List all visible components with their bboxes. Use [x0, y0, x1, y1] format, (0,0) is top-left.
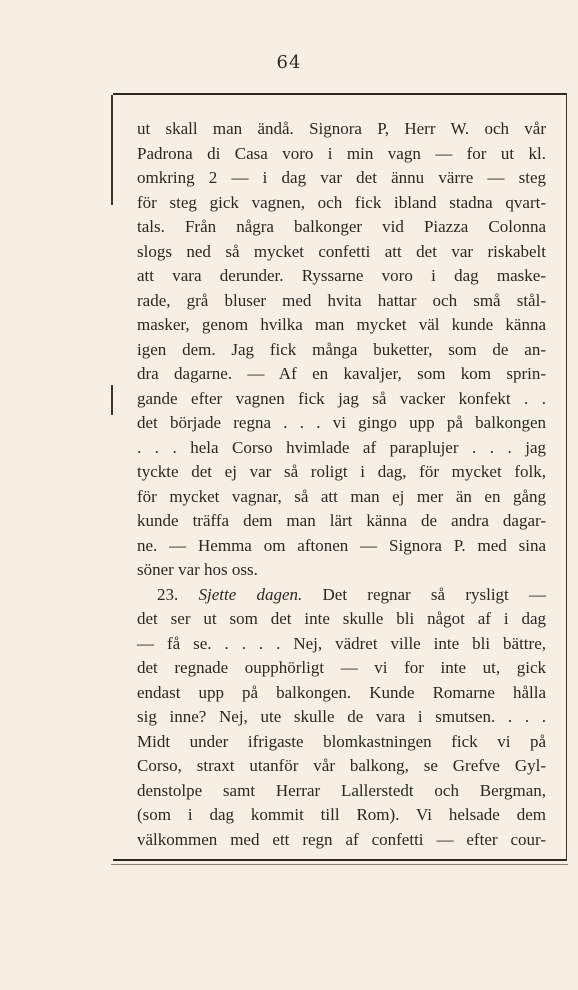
text-line: det regnade oupphörligt — vi for inte ut, gick: [137, 658, 546, 677]
body-text: [137, 117, 546, 852]
frame-left-edge-mark: [111, 385, 113, 415]
text-line: ne. — Hemma om aftonen — Signora P. med sina: [137, 535, 546, 555]
frame-left-edge: [111, 95, 113, 205]
text-line: rade, grå bluser med hvita hattar och små stål-: [137, 290, 546, 310]
frame-bottom-rule: [111, 864, 568, 865]
text-line: sig inne? Nej, ute skulle de vara i smutsen. . . .: [137, 707, 546, 726]
text-line: kunde träffa dem man lärt känna de andra dagar-: [137, 511, 546, 530]
text-line: Padrona di Casa voro i min vagn — for ut kl.: [137, 143, 546, 163]
section-title: Sjette dagen.: [198, 584, 303, 604]
section-heading-line: [137, 583, 546, 608]
text-line: endast upp på balkongen. Kunde Romarne hålla: [137, 682, 546, 702]
text-line: masker, genom hvilka man mycket väl kunde känna: [137, 315, 546, 334]
text-line: det började regna . . . vi gingo upp på balkongen: [137, 413, 546, 432]
text-line: gande efter vagnen fick jag så vacker konfekt . .: [137, 388, 546, 408]
text-line: (som i dag kommit till Rom). Vi helsade dem: [137, 805, 546, 824]
section-number: 23.: [157, 584, 179, 604]
text-line: ut skall man ändå. Signora P, Herr W. och vår: [137, 119, 546, 138]
text-line: — få se. . . . . Nej, vädret ville inte bli bättre,: [137, 633, 546, 653]
text-line: söner var hos oss.: [137, 560, 258, 579]
text-line: välkommen med ett regn af confetti — efter cour-: [137, 829, 546, 849]
text-line: Midt under ifrigaste blomkastningen fick vi på: [137, 731, 546, 751]
text-line: Corso, straxt utanför vår balkong, se Grefve Gyl-: [137, 756, 546, 775]
text-line: omkring 2 — i dag var det ännu värre — steg: [137, 168, 546, 187]
text-line: slogs ned så mycket confetti att det var riskabelt: [137, 241, 546, 261]
page-number: 64: [276, 52, 302, 73]
text-line: dra dagarne. — Af en kavaljer, som kom sprin-: [137, 364, 546, 383]
text-line: denstolpe samt Herrar Lallerstedt och Bergman,: [137, 780, 546, 800]
text-line: att vara derunder. Ryssarne voro i dag maske-: [137, 266, 546, 285]
text-line: för mycket vagnar, så att man ej mer än en gång: [137, 486, 546, 506]
text-line: för steg gick vagnen, och fick ibland stadna qvart-: [137, 192, 546, 212]
text-line: tals. Från några balkonger vid Piazza Colonna: [137, 217, 546, 236]
text-line: det ser ut som det inte skulle bli något af i dag: [137, 609, 546, 628]
text-line: tyckte det ej var så roligt i dag, för mycket folk,: [137, 462, 546, 481]
section-first-text: Det regnar så rysligt —: [322, 584, 547, 604]
text-line: . . . hela Corso hvimlade af paraplujer . . . jag: [137, 437, 546, 457]
text-line: igen dem. Jag fick många buketter, som de an-: [137, 339, 546, 359]
